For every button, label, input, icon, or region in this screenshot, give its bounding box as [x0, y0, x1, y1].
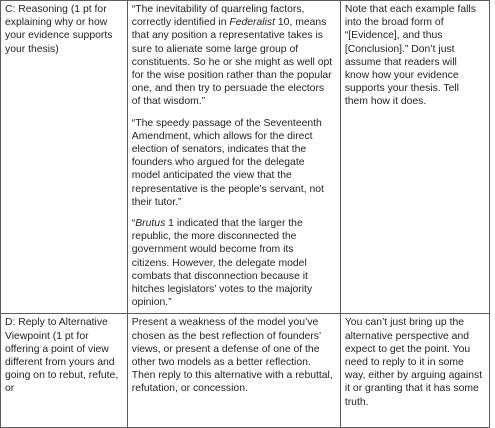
note-text: Note that each example falls into the broad form of “[Evidence], and thus [Conclusion].” Don’t just assume that readers will know how your evidence supports your thesis. Tell them how it does. [344, 4, 476, 108]
example-paragraph [132, 217, 334, 309]
example-paragraph [132, 117, 334, 209]
example-paragraph [132, 3, 334, 109]
example-cell [127, 1, 340, 314]
note-cell [340, 1, 489, 314]
criterion-cell [1, 1, 128, 314]
example-text: “The inevitability of quarreling factors, correctly identified in [131, 4, 305, 29]
example-text: “ [131, 218, 136, 230]
example-italic-text: Federalist [229, 17, 275, 29]
criterion-text: D: Reply to Alternative Viewpoint (1 pt for offering a point of view different from yours and going on to rebut, refute, or [5, 317, 119, 395]
table-row-reasoning [1, 1, 490, 314]
criterion-cell [1, 314, 128, 428]
note-text: You can’t just bring up the alternative perspective and expect to get the point. You need to reply to it in some way, either by arguing against it or granting that it has some truth. [344, 317, 483, 408]
example-italic-text: Brutus [135, 218, 166, 230]
note-cell [340, 314, 489, 428]
example-text: “The speedy passage of the Seventeenth Amendment, which allows for the direct election of senators, indicates that the founders who argued for the delegate model anticipated the view that the representative is the people’s servant, not their tutor.” [131, 117, 324, 208]
example-cell [127, 314, 340, 428]
criterion-text: C: Reasoning (1 pt for explaining why or how your evidence supports your thesis) [5, 4, 113, 55]
example-text: Present a weakness of the model you’ve chosen as the best reflection of founders’ views, or present a defense of one of the other two models as a better reflection. Then reply to this alternative with a rebuttal, refutation, or concession. [131, 317, 333, 395]
table-row-reply [1, 314, 490, 428]
example-text: 10, means that any position a representative takes is sure to alienate some large group of constituents. So he or she might as well opt for the wise position rather than the popular one, and then try to persuade the electors of that wisdom.” [131, 17, 333, 108]
example-text: 1 indicated that the larger the republic, the more disconnected the government would become from its citizens. However, the delegate model combats that disconnection because it hitches legislators’ votes to the majority opinion.” [131, 218, 313, 309]
